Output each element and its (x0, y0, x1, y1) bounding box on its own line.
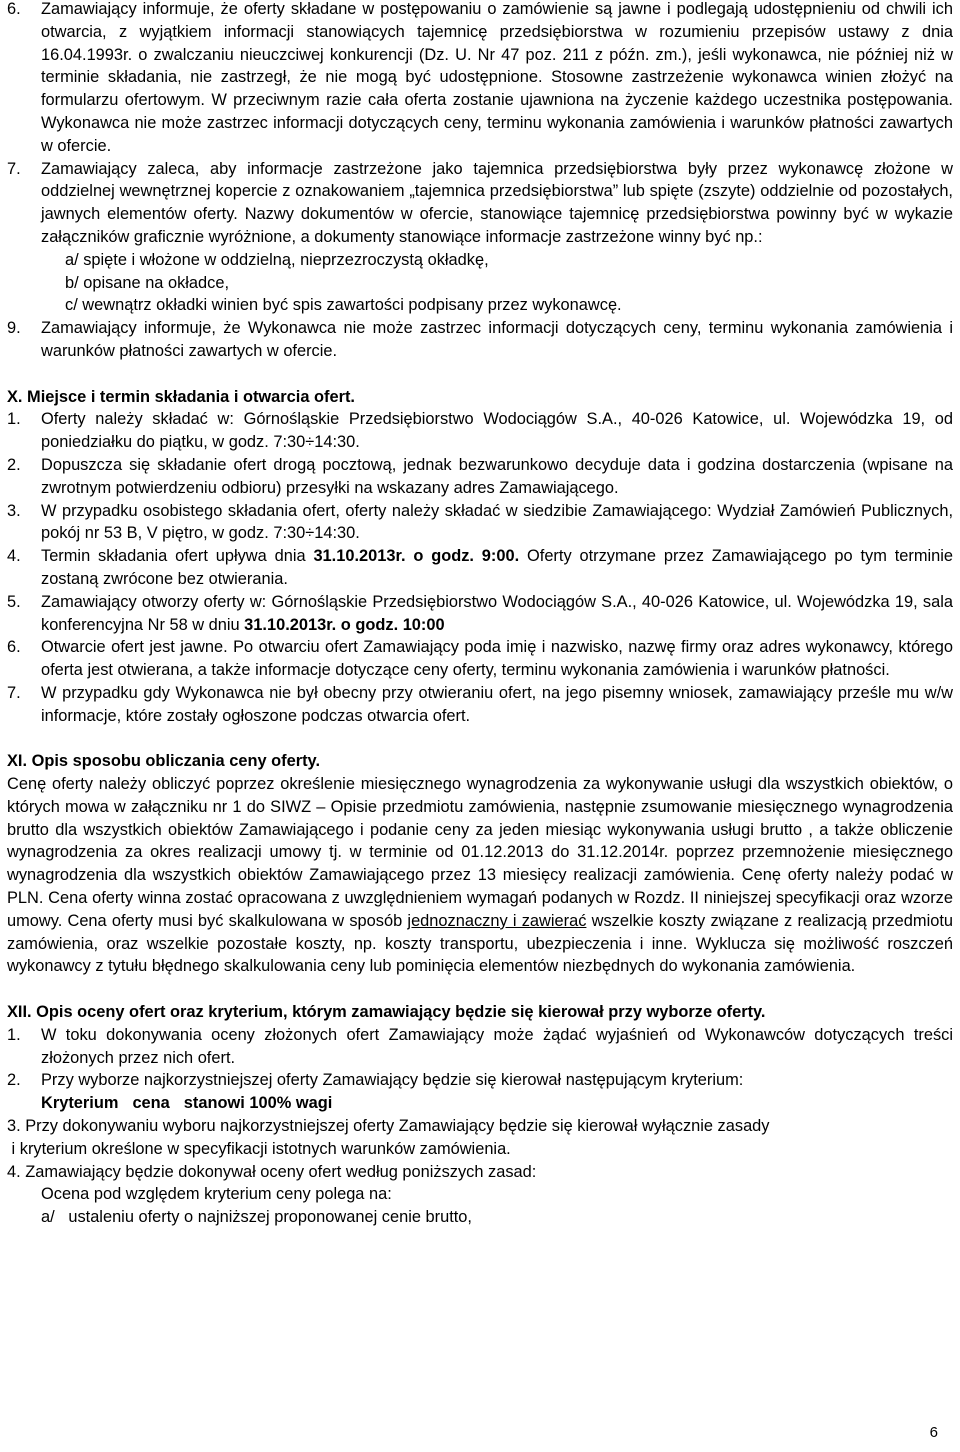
subpoint: b/ opisane na okładce, (65, 273, 230, 292)
item-number: 9. (7, 319, 21, 338)
item-number: 1. (7, 410, 21, 429)
item-text: Otwarcie ofert jest jawne. Po otwarciu ofert Zamawiający poda imię i nazwisko, nazwę firmy oraz adres wykonawcy, którego oferta jest otwierana, a także informacje dotyczące ceny oferty, terminu wykonania zamówienia i warunków płatności. (41, 638, 953, 680)
item-text: W przypadku gdy Wykonawca nie był obecny przy otwieraniu ofert, na jego pisemny wniosek, zamawiający prześle mu w/w informacje, które zostały ogłoszone podczas otwarcia ofert. (41, 683, 953, 725)
item-number: 7. (7, 683, 21, 702)
list-item (7, 317, 953, 363)
list-item (7, 682, 953, 728)
list-item (7, 0, 953, 158)
opening-date: 31.10.2013r. o godz. 10:00 (244, 615, 445, 634)
spacer (7, 978, 953, 1001)
subpoint: a/ spięte i włożone w oddzielną, nieprzezroczystą okładkę, (65, 250, 489, 269)
item-text: Termin składania ofert upływa dnia (41, 547, 314, 566)
item-text: Dopuszcza się składanie ofert drogą pocztową, jednak bezwarunkowo decyduje data i godzina dostarczenia (wpisane na zwrotnym potwierdzeniu odbioru) przesyłki na wskazany adres Zamawiającego. (41, 455, 953, 497)
page-number: 6 (929, 1424, 938, 1441)
deadline-date: 31.10.2013r. (313, 547, 406, 566)
item-text: Przy wyborze najkorzystniejszej oferty Zamawiający będzie się kierował następującym kryterium: (41, 1071, 744, 1090)
item-text: W toku dokonywania oceny złożonych ofert Zamawiający może żądać wyjaśnień od Wykonawców dotyczących treści złożonych przez nich ofert. (41, 1025, 953, 1067)
item-number: 2. (7, 455, 21, 474)
section-heading: X. Miejsce i termin składania i otwarcia ofert. (7, 387, 355, 406)
paragraph-text: wszelkie koszty związane z realizacją przedmiotu zamówienia, oraz wszelkie pozostałe koszty, np. koszty transportu, ubezpieczenia i inne. Wyklucza się możliwość roszczeń wykonawcy z tytułu błędnego skalkulowania ceny lub pominięcia elementów niezbędnych do wykonania zamówienia. (7, 911, 953, 976)
criterion-line (7, 1092, 953, 1115)
list-item-continuation: i kryterium określone w specyfikacji istotnych warunków zamówienia. (7, 1139, 511, 1158)
subpoint: a/ ustaleniu oferty o najniższej proponowanej cenie brutto, (41, 1208, 472, 1227)
list-item: 4. Zamawiający będzie dokonywał oceny ofert według poniższych zasad: (7, 1162, 537, 1181)
spacer (7, 363, 953, 386)
item-text: W przypadku osobistego składania ofert, oferty należy składać w siedzibie Zamawiającego: Wydział Zamówień Publicznych, pokój nr 53 B, V piętro, w godz. 7:30÷14:30. (41, 501, 953, 543)
list-item (7, 1069, 953, 1092)
document-body (7, 0, 953, 1229)
item-number: 6. (7, 0, 21, 18)
section-heading: XII. Opis oceny ofert oraz kryterium, którym zamawiający będzie się kierował przy wyborze oferty. (7, 1003, 766, 1022)
list-item (7, 408, 953, 454)
subpoint: c/ wewnątrz okładki winien być spis zawartości podpisany przez wykonawcę. (65, 296, 622, 315)
list-item (7, 158, 953, 249)
paragraph (7, 773, 953, 978)
item-text: Oferty należy składać w: Górnośląskie Przedsiębiorstwo Wodociągów S.A., 40-026 Katowice, ul. Wojewódzka 19, od poniedziałku do piątku, w godz. 7:30÷14:30. (41, 410, 953, 452)
item-text: Zamawiający informuje, że oferty składane w postępowaniu o zamówienie są jawne i podlegają udostępnieniu od chwili ich otwarcia, z wyjątkiem informacji stanowiących tajemnicę przedsiębiorstwa w rozumieniu przepisów ustawy z dnia 16.04.1993r. o zwalczaniu nieuczciwej konkurencji (Dz. U. Nr 47 poz. 211 z późn. zm.), jeśli wykonawca, nie później niż w terminie składania, nie zastrzegł, że nie mogą być udostępnione. Stosowne zastrzeżenie wykonawca winien złożyć na formularzu ofertowym. W przeciwnym razie cała oferta zostanie ujawniona na życzenie każdego uczestnika postępowania. Wykonawca nie może zastrzec informacji dotyczących ceny, terminu wykonania zamówienia i warunków płatności zawartych w ofercie. (41, 0, 953, 155)
list-item (7, 636, 953, 682)
list-item (7, 1024, 953, 1070)
deadline-time: o godz. 9:00. (405, 547, 520, 566)
criterion-name: cena (132, 1094, 170, 1113)
item-number: 3. (7, 501, 21, 520)
underlined-text: jednoznaczny i zawierać (407, 911, 587, 930)
list-item (7, 500, 953, 546)
list-item (7, 545, 953, 591)
subparagraph: Ocena pod względem kryterium ceny polega na: (41, 1185, 392, 1204)
item-number: 4. (7, 547, 21, 566)
section-heading: XI. Opis sposobu obliczania ceny oferty. (7, 752, 321, 771)
list-item: 3. Przy dokonywaniu wyboru najkorzystniejszej oferty Zamawiający będzie się kierował wyłącznie zasady (7, 1117, 770, 1136)
list-item (7, 454, 953, 500)
item-number: 6. (7, 638, 21, 657)
item-number: 1. (7, 1025, 21, 1044)
item-text: Zamawiający zaleca, aby informacje zastrzeżone jako tajemnica przedsiębiorstwa były przez wykonawcę złożone w oddzielnej wewnętrznej kopercie z oznakowaniem „tajemnica przedsiębiorstwa” lub spięte (zszyte) oddzielnie od pozostałych, jawnych elementów oferty. Nazwy dokumentów w ofercie, stanowiące tajemnicę przedsiębiorstwa powinny być w wykazie załączników graficznie wyróżnione, a dokumenty stanowiące informacje zastrzeżone winny być np.: (41, 159, 953, 246)
item-text: Zamawiający informuje, że Wykonawca nie może zastrzec informacji dotyczących ceny, terminu wykonania zamówienia i warunków płatności zawartych w ofercie. (41, 319, 953, 360)
criterion-weight: stanowi 100% wagi (183, 1094, 333, 1113)
item-text: Oferty otrzymane przez Zamawiającego po tym terminie zostaną zwrócone bez otwierania. (41, 547, 953, 588)
paragraph-text: Cenę oferty należy obliczyć poprzez określenie miesięcznego wynagrodzenia za wykonywanie usługi dla wszystkich obiektów, o których mowa w załączniku nr 1 do SIWZ – Opisie przedmiotu zamówienia, następnie zsumowanie miesięcznego wynagrodzenia brutto dla wszystkich obiektów Zamawiającego i podanie ceny za jeden miesiąc wykonywania usługi brutto , a także obliczenie wynagrodzenia za okres realizacji umowy tj. w terminie od 01.12.2013 do 31.12.2014r. poprzez przemnożenie miesięcznego wynagrodzenia dla wszystkich obiektów Zamawiającego przez 13 miesięcy realizacji zamówienia. Cenę oferty należy podać w PLN. Cena oferty winna zostać opracowana z uwzględnieniem wymagań podanych w Rozdz. II niniejszej specyfikacji oraz wzorze umowy. Cena oferty musi być skalkulowana w sposób (7, 775, 953, 930)
criterion-label: Kryterium (41, 1094, 119, 1113)
spacer (7, 728, 953, 751)
item-text: Zamawiający otworzy oferty w: Górnośląskie Przedsiębiorstwo Wodociągów S.A., 40-026 Katowice, ul. Wojewódzka 19, sala konferencyjna Nr 58 w dniu (41, 592, 953, 634)
item-number: 2. (7, 1071, 21, 1090)
list-item (7, 591, 953, 637)
item-number: 7. (7, 159, 21, 178)
item-number: 5. (7, 592, 21, 611)
